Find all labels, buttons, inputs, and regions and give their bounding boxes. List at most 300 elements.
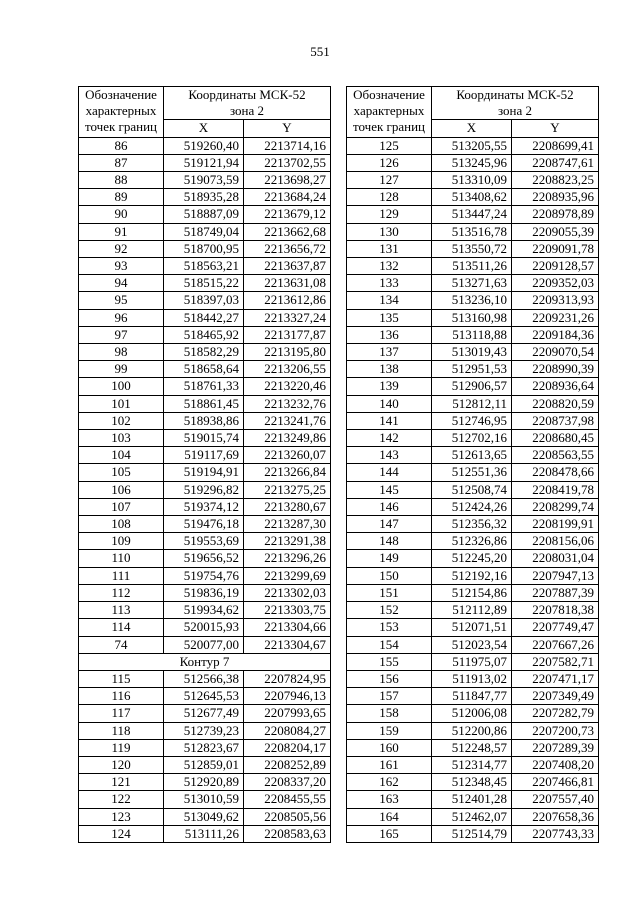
y-coordinate: 2209070,54 [512, 344, 599, 361]
table-row [347, 361, 599, 378]
x-coordinate: 520015,93 [164, 619, 244, 636]
table-row [347, 705, 599, 722]
table-row [79, 481, 331, 498]
table-row [347, 464, 599, 481]
table-row [79, 412, 331, 429]
x-coordinate: 512920,89 [164, 774, 244, 791]
point-id: 159 [347, 722, 432, 739]
table-row [347, 533, 599, 550]
x-coordinate: 512508,74 [432, 481, 512, 498]
point-id: 94 [79, 275, 164, 292]
x-coordinate: 513010,59 [164, 791, 244, 808]
point-id: 156 [347, 670, 432, 687]
point-id: 125 [347, 137, 432, 154]
y-coordinate: 2209184,36 [512, 326, 599, 343]
y-coordinate: 2213684,24 [244, 189, 331, 206]
y-coordinate: 2213698,27 [244, 172, 331, 189]
y-coordinate: 2213266,84 [244, 464, 331, 481]
table-row [347, 584, 599, 601]
point-id: 120 [79, 756, 164, 773]
table-row [347, 550, 599, 567]
table-row [347, 378, 599, 395]
point-id: 149 [347, 550, 432, 567]
table-row [347, 344, 599, 361]
x-coordinate: 519553,69 [164, 533, 244, 550]
table-row [347, 670, 599, 687]
point-id: 106 [79, 481, 164, 498]
point-id: 128 [347, 189, 432, 206]
x-coordinate: 519260,40 [164, 137, 244, 154]
x-coordinate: 512071,51 [432, 619, 512, 636]
y-coordinate: 2209231,26 [512, 309, 599, 326]
y-coordinate: 2213260,07 [244, 447, 331, 464]
point-id: 113 [79, 602, 164, 619]
y-coordinate: 2208583,63 [244, 825, 331, 842]
y-coordinate: 2207947,13 [512, 567, 599, 584]
point-id: 137 [347, 344, 432, 361]
point-id: 119 [79, 739, 164, 756]
x-coordinate: 518442,27 [164, 309, 244, 326]
table-row [347, 722, 599, 739]
point-id: 104 [79, 447, 164, 464]
table-row [79, 705, 331, 722]
point-id: 163 [347, 791, 432, 808]
x-coordinate: 518935,28 [164, 189, 244, 206]
table-row [347, 756, 599, 773]
y-coordinate: 2209352,03 [512, 275, 599, 292]
header-y: Y [512, 120, 599, 137]
coordinates-table-left [78, 86, 331, 843]
y-coordinate: 2213304,67 [244, 636, 331, 653]
table-row [347, 137, 599, 154]
table-row [347, 412, 599, 429]
y-coordinate: 2207749,47 [512, 619, 599, 636]
table-row [347, 636, 599, 653]
point-id: 93 [79, 258, 164, 275]
point-id: 107 [79, 498, 164, 515]
coordinates-table-right [346, 86, 599, 843]
table-body-left [79, 137, 331, 842]
x-coordinate: 518563,21 [164, 258, 244, 275]
point-id: 146 [347, 498, 432, 515]
point-id: 131 [347, 240, 432, 257]
x-coordinate: 512702,16 [432, 430, 512, 447]
point-id: 130 [347, 223, 432, 240]
y-coordinate: 2213303,75 [244, 602, 331, 619]
point-id: 138 [347, 361, 432, 378]
x-coordinate: 519836,19 [164, 584, 244, 601]
x-coordinate: 512859,01 [164, 756, 244, 773]
table-row [79, 533, 331, 550]
y-coordinate: 2213631,08 [244, 275, 331, 292]
x-coordinate: 518700,95 [164, 240, 244, 257]
table-row [79, 688, 331, 705]
point-id: 148 [347, 533, 432, 550]
x-coordinate: 518515,22 [164, 275, 244, 292]
x-coordinate: 519194,91 [164, 464, 244, 481]
y-coordinate: 2208031,04 [512, 550, 599, 567]
x-coordinate: 513408,62 [432, 189, 512, 206]
table-row [79, 670, 331, 687]
table-row [79, 584, 331, 601]
y-coordinate: 2207349,49 [512, 688, 599, 705]
x-coordinate: 519476,18 [164, 516, 244, 533]
x-coordinate: 512613,65 [432, 447, 512, 464]
y-coordinate: 2213241,76 [244, 412, 331, 429]
point-id: 145 [347, 481, 432, 498]
x-coordinate: 512356,32 [432, 516, 512, 533]
table-row [79, 636, 331, 653]
point-id: 121 [79, 774, 164, 791]
header-coordinates: Координаты МСК-52 зона 2 [432, 87, 599, 120]
x-coordinate: 512401,28 [432, 791, 512, 808]
y-coordinate: 2213296,26 [244, 550, 331, 567]
y-coordinate: 2207557,40 [512, 791, 599, 808]
y-coordinate: 2207887,39 [512, 584, 599, 601]
table-row [347, 481, 599, 498]
y-coordinate: 2213206,55 [244, 361, 331, 378]
x-coordinate: 513550,72 [432, 240, 512, 257]
y-coordinate: 2213275,25 [244, 481, 331, 498]
y-coordinate: 2209091,78 [512, 240, 599, 257]
x-coordinate: 518465,92 [164, 326, 244, 343]
point-id: 99 [79, 361, 164, 378]
x-coordinate: 513245,96 [432, 154, 512, 171]
point-id: 133 [347, 275, 432, 292]
point-id: 164 [347, 808, 432, 825]
point-id: 144 [347, 464, 432, 481]
x-coordinate: 512248,57 [432, 739, 512, 756]
y-coordinate: 2208978,89 [512, 206, 599, 223]
y-coordinate: 2209313,93 [512, 292, 599, 309]
table-row [79, 567, 331, 584]
table-row [347, 688, 599, 705]
x-coordinate: 518658,64 [164, 361, 244, 378]
point-id: 100 [79, 378, 164, 395]
table-row [79, 361, 331, 378]
x-coordinate: 512462,07 [432, 808, 512, 825]
point-id: 134 [347, 292, 432, 309]
y-coordinate: 2207946,13 [244, 688, 331, 705]
table-row [347, 206, 599, 223]
y-coordinate: 2213302,03 [244, 584, 331, 601]
table-row [79, 739, 331, 756]
y-coordinate: 2213327,24 [244, 309, 331, 326]
y-coordinate: 2207824,95 [244, 670, 331, 687]
y-coordinate: 2208737,98 [512, 412, 599, 429]
point-id: 154 [347, 636, 432, 653]
y-coordinate: 2207993,65 [244, 705, 331, 722]
x-coordinate: 513019,43 [432, 344, 512, 361]
table-row [79, 189, 331, 206]
x-coordinate: 512200,86 [432, 722, 512, 739]
point-id: 92 [79, 240, 164, 257]
x-coordinate: 512823,67 [164, 739, 244, 756]
point-id: 153 [347, 619, 432, 636]
x-coordinate: 519121,94 [164, 154, 244, 171]
table-row [79, 275, 331, 292]
table-row [79, 602, 331, 619]
y-coordinate: 2207582,71 [512, 653, 599, 670]
y-coordinate: 2213299,69 [244, 567, 331, 584]
y-coordinate: 2208252,89 [244, 756, 331, 773]
table-row [347, 240, 599, 257]
point-id: 151 [347, 584, 432, 601]
x-coordinate: 512154,86 [432, 584, 512, 601]
table-row [79, 447, 331, 464]
point-id: 108 [79, 516, 164, 533]
point-id: 165 [347, 825, 432, 842]
point-id: 135 [347, 309, 432, 326]
x-coordinate: 512348,45 [432, 774, 512, 791]
point-id: 111 [79, 567, 164, 584]
table-row [347, 567, 599, 584]
x-coordinate: 512006,08 [432, 705, 512, 722]
point-id: 141 [347, 412, 432, 429]
table-row [79, 258, 331, 275]
x-coordinate: 512326,86 [432, 533, 512, 550]
y-coordinate: 2213612,86 [244, 292, 331, 309]
y-coordinate: 2207466,81 [512, 774, 599, 791]
y-coordinate: 2213679,12 [244, 206, 331, 223]
point-id: 97 [79, 326, 164, 343]
y-coordinate: 2208156,06 [512, 533, 599, 550]
y-coordinate: 2213287,30 [244, 516, 331, 533]
y-coordinate: 2213249,86 [244, 430, 331, 447]
header-point-label: Обозначение характерных точек границ [347, 87, 432, 138]
y-coordinate: 2207667,26 [512, 636, 599, 653]
x-coordinate: 519296,82 [164, 481, 244, 498]
point-id: 87 [79, 154, 164, 171]
point-id: 103 [79, 430, 164, 447]
point-id: 122 [79, 791, 164, 808]
table-row [79, 498, 331, 515]
x-coordinate: 513111,26 [164, 825, 244, 842]
y-coordinate: 2208419,78 [512, 481, 599, 498]
table-row [347, 326, 599, 343]
y-coordinate: 2208505,56 [244, 808, 331, 825]
x-coordinate: 519934,62 [164, 602, 244, 619]
x-coordinate: 513511,26 [432, 258, 512, 275]
x-coordinate: 512112,89 [432, 602, 512, 619]
y-coordinate: 2208337,20 [244, 774, 331, 791]
table-row [347, 808, 599, 825]
y-coordinate: 2213232,76 [244, 395, 331, 412]
y-coordinate: 2207408,20 [512, 756, 599, 773]
table-row [79, 619, 331, 636]
y-coordinate: 2208084,27 [244, 722, 331, 739]
point-id: 98 [79, 344, 164, 361]
x-coordinate: 512566,38 [164, 670, 244, 687]
y-coordinate: 2209128,57 [512, 258, 599, 275]
x-coordinate: 518582,29 [164, 344, 244, 361]
x-coordinate: 513160,98 [432, 309, 512, 326]
table-row [79, 516, 331, 533]
y-coordinate: 2207200,73 [512, 722, 599, 739]
y-coordinate: 2208680,45 [512, 430, 599, 447]
point-id: 127 [347, 172, 432, 189]
point-id: 139 [347, 378, 432, 395]
x-coordinate: 519015,74 [164, 430, 244, 447]
table-row [347, 791, 599, 808]
y-coordinate: 2213637,87 [244, 258, 331, 275]
x-coordinate: 518938,86 [164, 412, 244, 429]
table-row [347, 275, 599, 292]
section-title: Контур 7 [79, 653, 331, 670]
point-id: 129 [347, 206, 432, 223]
point-id: 160 [347, 739, 432, 756]
x-coordinate: 511975,07 [432, 653, 512, 670]
x-coordinate: 512906,57 [432, 378, 512, 395]
x-coordinate: 513049,62 [164, 808, 244, 825]
point-id: 86 [79, 137, 164, 154]
table-row [347, 223, 599, 240]
header-coordinates: Координаты МСК-52 зона 2 [164, 87, 331, 120]
x-coordinate: 512951,53 [432, 361, 512, 378]
table-row [79, 550, 331, 567]
table-row [79, 722, 331, 739]
table-row [347, 774, 599, 791]
point-id: 155 [347, 653, 432, 670]
table-row [347, 516, 599, 533]
x-coordinate: 513205,55 [432, 137, 512, 154]
x-coordinate: 512739,23 [164, 722, 244, 739]
table-row [79, 206, 331, 223]
table-row [79, 791, 331, 808]
y-coordinate: 2207471,17 [512, 670, 599, 687]
point-id: 123 [79, 808, 164, 825]
y-coordinate: 2213656,72 [244, 240, 331, 257]
point-id: 118 [79, 722, 164, 739]
y-coordinate: 2213291,38 [244, 533, 331, 550]
x-coordinate: 513118,88 [432, 326, 512, 343]
header-y: Y [244, 120, 331, 137]
point-id: 114 [79, 619, 164, 636]
point-id: 162 [347, 774, 432, 791]
point-id: 157 [347, 688, 432, 705]
y-coordinate: 2207743,33 [512, 825, 599, 842]
table-row [79, 292, 331, 309]
y-coordinate: 2213714,16 [244, 137, 331, 154]
point-id: 158 [347, 705, 432, 722]
y-coordinate: 2208699,41 [512, 137, 599, 154]
y-coordinate: 2207289,39 [512, 739, 599, 756]
table-row [79, 326, 331, 343]
table-body-right [347, 137, 599, 842]
x-coordinate: 512424,26 [432, 498, 512, 515]
header-x: X [164, 120, 244, 137]
x-coordinate: 512514,79 [432, 825, 512, 842]
x-coordinate: 520077,00 [164, 636, 244, 653]
x-coordinate: 519754,76 [164, 567, 244, 584]
y-coordinate: 2208299,74 [512, 498, 599, 515]
y-coordinate: 2208199,91 [512, 516, 599, 533]
table-row [79, 309, 331, 326]
point-id: 152 [347, 602, 432, 619]
table-row [347, 498, 599, 515]
y-coordinate: 2209055,39 [512, 223, 599, 240]
point-id: 150 [347, 567, 432, 584]
table-row [79, 172, 331, 189]
y-coordinate: 2208823,25 [512, 172, 599, 189]
x-coordinate: 512192,16 [432, 567, 512, 584]
y-coordinate: 2213662,68 [244, 223, 331, 240]
point-id: 112 [79, 584, 164, 601]
y-coordinate: 2213195,80 [244, 344, 331, 361]
x-coordinate: 512677,49 [164, 705, 244, 722]
table-row [347, 825, 599, 842]
table-row [347, 172, 599, 189]
point-id: 105 [79, 464, 164, 481]
table-row [347, 309, 599, 326]
x-coordinate: 512812,11 [432, 395, 512, 412]
x-coordinate: 513236,10 [432, 292, 512, 309]
point-id: 89 [79, 189, 164, 206]
point-id: 117 [79, 705, 164, 722]
point-id: 91 [79, 223, 164, 240]
table-row [79, 240, 331, 257]
y-coordinate: 2207282,79 [512, 705, 599, 722]
x-coordinate: 519374,12 [164, 498, 244, 515]
table-row [347, 292, 599, 309]
point-id: 124 [79, 825, 164, 842]
x-coordinate: 513310,09 [432, 172, 512, 189]
y-coordinate: 2213702,55 [244, 154, 331, 171]
table-row [347, 395, 599, 412]
x-coordinate: 518887,09 [164, 206, 244, 223]
table-row [347, 258, 599, 275]
point-id: 102 [79, 412, 164, 429]
y-coordinate: 2208204,17 [244, 739, 331, 756]
x-coordinate: 511847,77 [432, 688, 512, 705]
point-id: 161 [347, 756, 432, 773]
table-row [79, 395, 331, 412]
point-id: 116 [79, 688, 164, 705]
x-coordinate: 513271,63 [432, 275, 512, 292]
x-coordinate: 518861,45 [164, 395, 244, 412]
y-coordinate: 2208990,39 [512, 361, 599, 378]
point-id: 74 [79, 636, 164, 653]
point-id: 109 [79, 533, 164, 550]
point-id: 101 [79, 395, 164, 412]
table-row [347, 653, 599, 670]
point-id: 115 [79, 670, 164, 687]
y-coordinate: 2208747,61 [512, 154, 599, 171]
section-row [79, 653, 331, 670]
point-id: 142 [347, 430, 432, 447]
table-row [347, 739, 599, 756]
y-coordinate: 2213177,87 [244, 326, 331, 343]
x-coordinate: 513516,78 [432, 223, 512, 240]
table-row [79, 344, 331, 361]
x-coordinate: 512314,77 [432, 756, 512, 773]
x-coordinate: 512245,20 [432, 550, 512, 567]
table-row [347, 602, 599, 619]
x-coordinate: 519117,69 [164, 447, 244, 464]
y-coordinate: 2207658,36 [512, 808, 599, 825]
table-row [79, 825, 331, 842]
point-id: 88 [79, 172, 164, 189]
x-coordinate: 519073,59 [164, 172, 244, 189]
x-coordinate: 512023,54 [432, 636, 512, 653]
table-row [79, 756, 331, 773]
point-id: 96 [79, 309, 164, 326]
table-row [347, 189, 599, 206]
table-row [79, 464, 331, 481]
x-coordinate: 512645,53 [164, 688, 244, 705]
y-coordinate: 2208936,64 [512, 378, 599, 395]
point-id: 110 [79, 550, 164, 567]
